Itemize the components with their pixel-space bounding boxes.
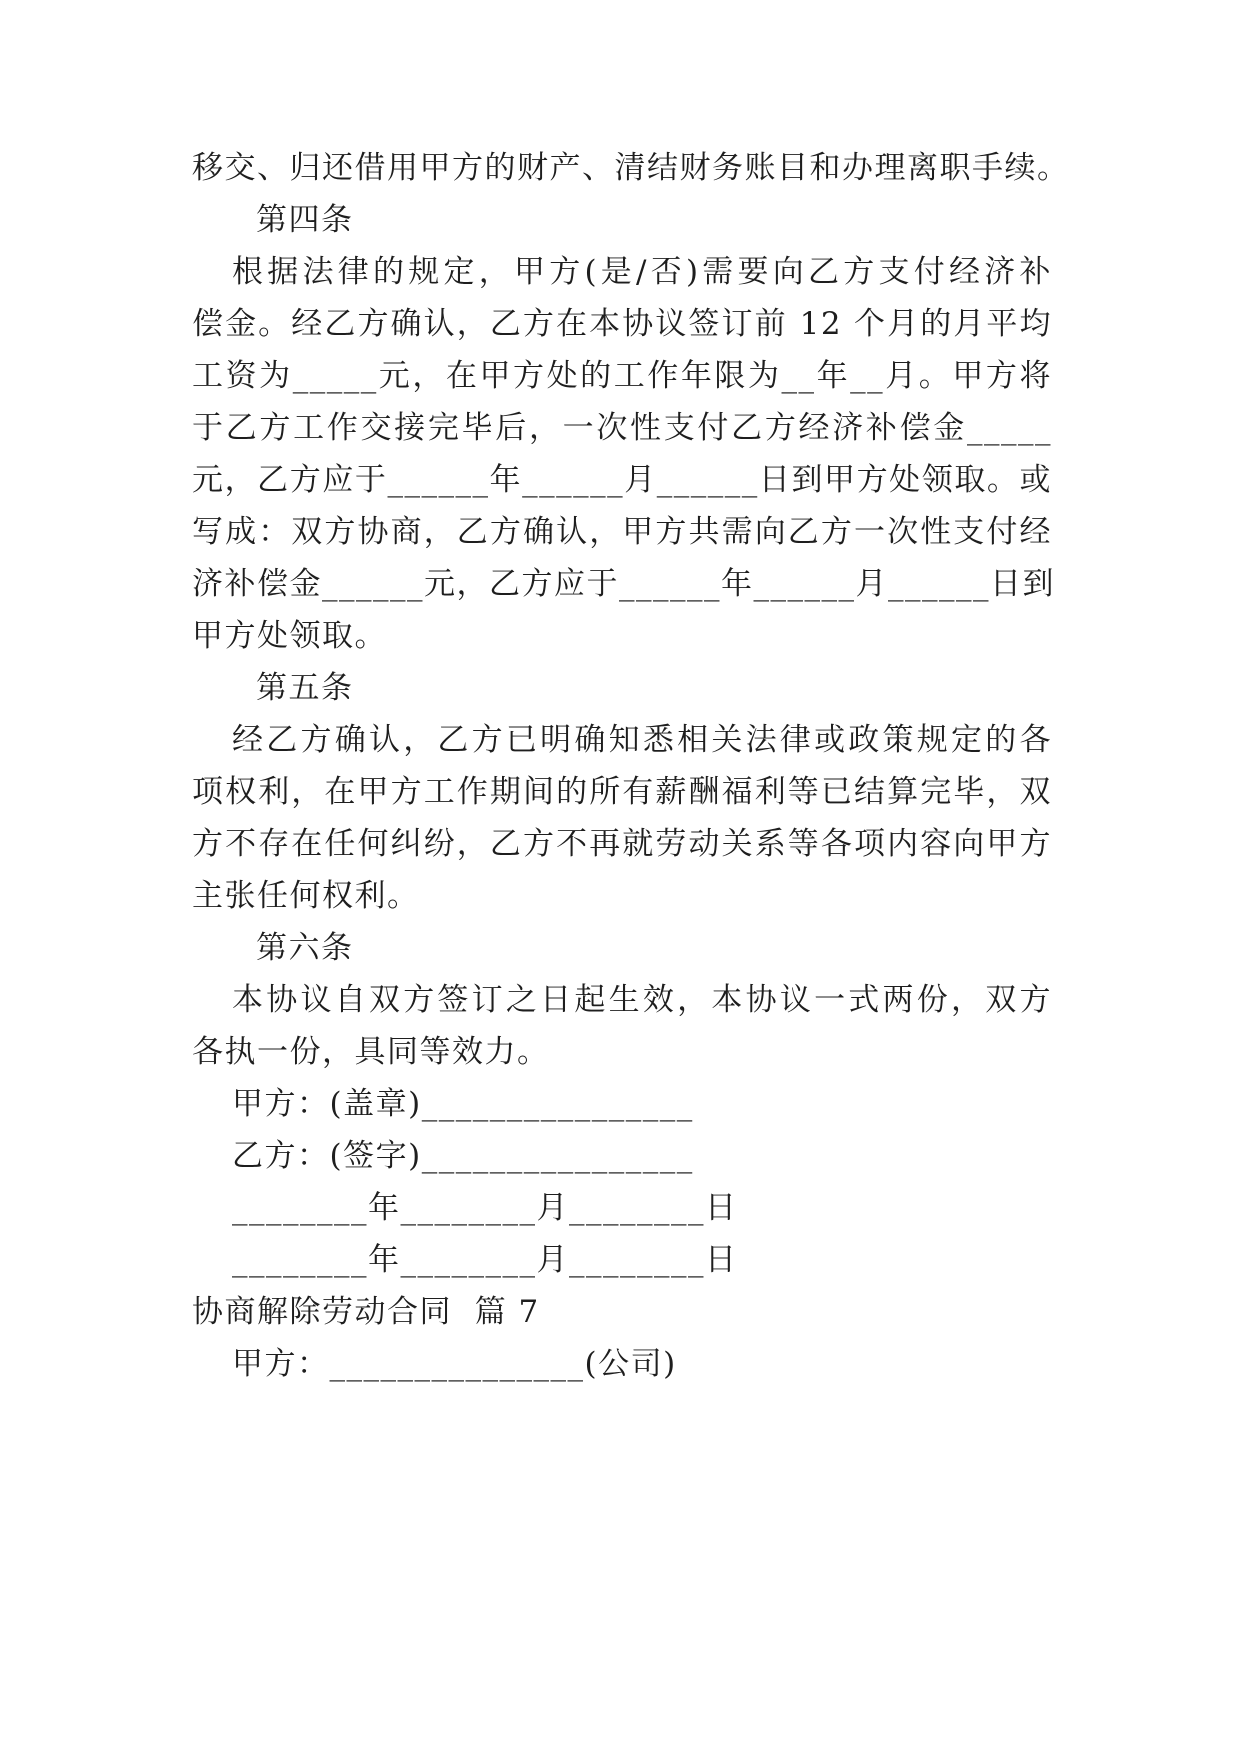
paragraph-line: 经乙方确认，乙方已明确知悉相关法律或政策规定的各 [232, 722, 1052, 758]
paragraph-line: 本协议自双方签订之日起生效，本协议一式两份，双方 [232, 982, 1052, 1018]
paragraph-line: 根据法律的规定，甲方(是/否)需要向乙方支付经济补 [232, 254, 1052, 290]
paragraph-line: 各执一份，具同等效力。 [192, 1034, 550, 1070]
section-heading-5: 第五条 [256, 670, 354, 706]
party-a-seal-line: 甲方：(盖章)________________ [232, 1086, 694, 1122]
paragraph-line: 偿金。经乙方确认，乙方在本协议签订前 12 个月的月平均 [192, 306, 1052, 342]
party-b-signature-line: 乙方：(签字)________________ [232, 1138, 694, 1174]
section-heading-4: 第四条 [256, 202, 354, 238]
section-heading-6: 第六条 [256, 930, 354, 966]
paragraph-line: 写成：双方协商，乙方确认，甲方共需向乙方一次性支付经 [192, 514, 1052, 550]
paragraph-line: 于乙方工作交接完毕后，一次性支付乙方经济补偿金_____ [192, 410, 1052, 446]
party-a-company-line: 甲方：_______________(公司) [232, 1346, 677, 1382]
paragraph-line: 主张任何权利。 [192, 878, 420, 914]
section-title: 协商解除劳动合同 篇 7 [192, 1294, 540, 1330]
paragraph-line: 工资为_____元，在甲方处的工作年限为__年__月。甲方将 [192, 358, 1052, 394]
date-line: ________年________月________日 [232, 1190, 738, 1226]
paragraph-line: 移交、归还借用甲方的财产、清结财务账目和办理离职手续。 [192, 150, 1070, 186]
paragraph-line: 项权利，在甲方工作期间的所有薪酬福利等已结算完毕，双 [192, 774, 1052, 810]
paragraph-line: 元，乙方应于______年______月______日到甲方处领取。或 [192, 462, 1052, 498]
paragraph-line: 济补偿金______元，乙方应于______年______月______日到 [192, 566, 1055, 602]
paragraph-line: 甲方处领取。 [192, 618, 387, 654]
date-line: ________年________月________日 [232, 1242, 738, 1278]
paragraph-line: 方不存在任何纠纷，乙方不再就劳动关系等各项内容向甲方 [192, 826, 1052, 862]
